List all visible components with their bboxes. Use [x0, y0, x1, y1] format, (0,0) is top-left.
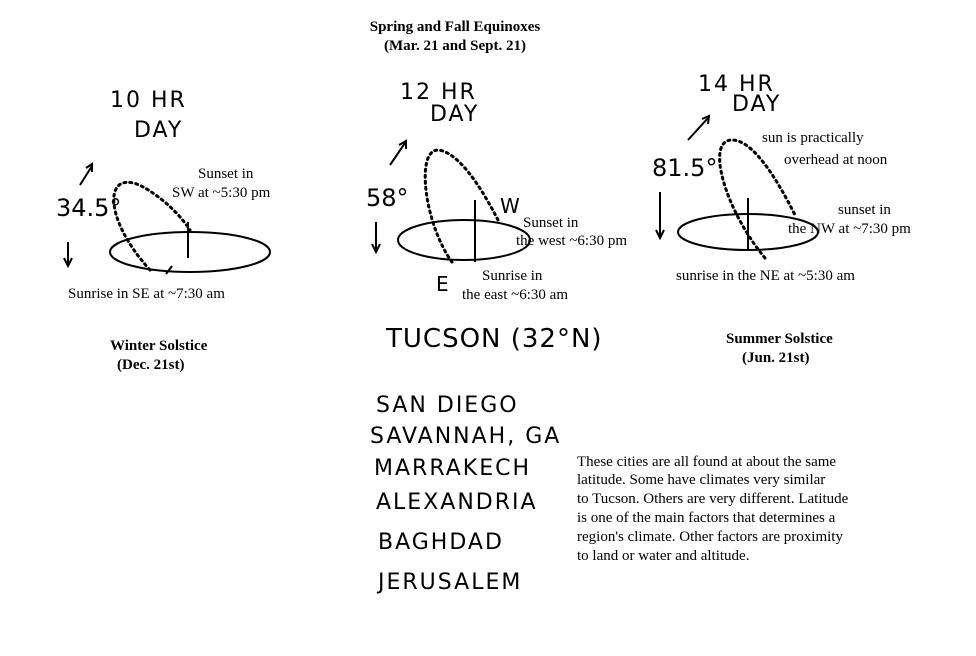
city-item: MARRAKECH	[374, 456, 531, 481]
summer-sunrise: sunrise in the NE at ~5:30 am	[676, 268, 855, 284]
summer-note-line2: overhead at noon	[784, 152, 888, 168]
equinox-horizon-ellipse	[398, 220, 530, 260]
summer-sunset-line2: the NW at ~7:30 pm	[788, 221, 911, 237]
diagram-title: Spring and Fall Equinoxes	[369, 19, 541, 35]
winter-sunset-line2: SW at ~5:30 pm	[172, 185, 271, 201]
city-item: BAGHDAD	[378, 530, 504, 555]
winter-day-label: DAY	[134, 118, 184, 143]
winter-solstice-name: Winter Solstice	[110, 338, 208, 354]
equinox-sun-path	[425, 150, 498, 262]
summer-up-arrow	[688, 118, 708, 140]
location-label: TUCSON (32°N)	[386, 324, 603, 354]
summer-sun-angle: 81.5°	[652, 154, 718, 182]
city-item: SAVANNAH, GA	[370, 424, 562, 449]
equinox-sunrise-line1: Sunrise in	[482, 268, 543, 284]
summer-sunset-line1: sunset in	[838, 202, 891, 218]
summer-solstice-name: Summer Solstice	[726, 331, 833, 347]
city-item: SAN DIEGO	[376, 393, 519, 418]
winter-up-arrow	[80, 166, 92, 185]
winter-solstice-date: (Dec. 21st)	[117, 357, 185, 373]
winter-sunset-line1: Sunset in	[198, 166, 254, 182]
winter-tick	[166, 266, 172, 274]
equinox-west-mark: W	[500, 194, 522, 218]
paragraph-line: to Tucson. Others are very different. Latitude	[577, 491, 849, 507]
winter-sunrise: Sunrise in SE at ~7:30 am	[68, 286, 225, 302]
summer-day-length: 14 HR	[698, 72, 775, 97]
city-item: ALEXANDRIA	[376, 490, 538, 515]
equinox-sun-angle: 58°	[366, 184, 409, 212]
paragraph-line: These cities are all found at about the same	[577, 454, 837, 470]
equinox-day-label: DAY	[430, 102, 480, 127]
equinox-day-length: 12 HR	[400, 80, 477, 105]
equinox-up-arrow	[390, 143, 405, 165]
paragraph-line: region's climate. Other factors are proximity	[577, 529, 843, 545]
city-item: JERUSALEM	[378, 570, 523, 595]
equinox-east-mark: E	[436, 272, 451, 296]
paragraph-line: is one of the main factors that determines a	[577, 510, 836, 526]
summer-note-line1: sun is practically	[762, 130, 864, 146]
equinox-sunset-line1: Sunset in	[523, 215, 579, 231]
winter-sun-angle: 34.5°	[56, 194, 122, 222]
summer-day-label: DAY	[732, 92, 782, 117]
equinox-sunrise-line2: the east ~6:30 am	[462, 287, 569, 303]
winter-day-length: 10 HR	[110, 88, 187, 113]
summer-solstice-date: (Jun. 21st)	[742, 350, 810, 366]
equinox-sunset-line2: the west ~6:30 pm	[516, 233, 628, 249]
paragraph-line: latitude. Some have climates very similar	[577, 472, 826, 488]
diagram-dates: (Mar. 21 and Sept. 21)	[384, 38, 526, 54]
paragraph-line: to land or water and altitude.	[577, 548, 750, 564]
